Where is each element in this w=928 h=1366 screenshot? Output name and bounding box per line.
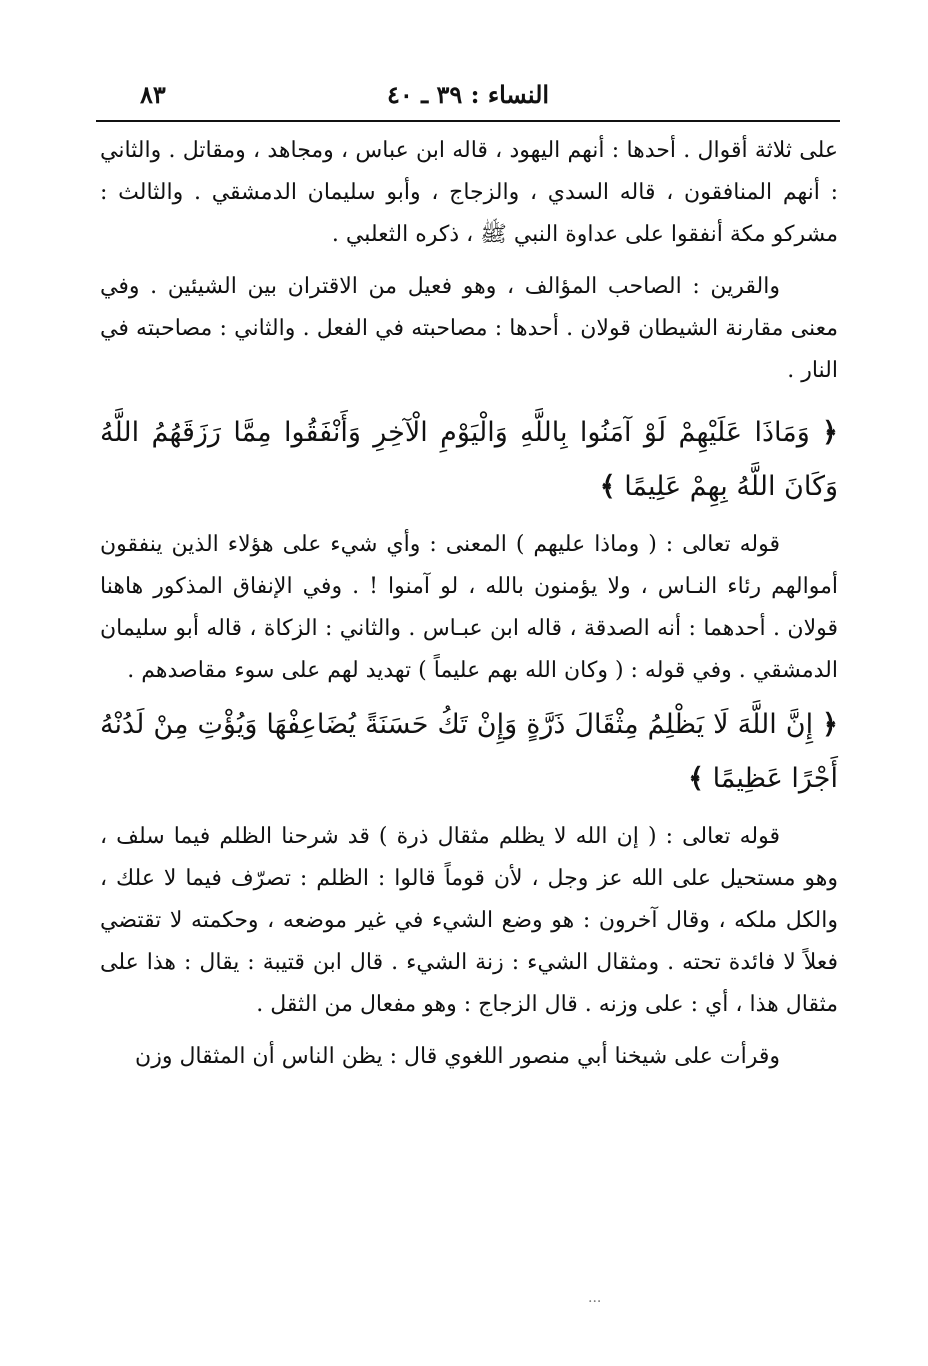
verse-close-bracket: ﴾ (599, 471, 616, 502)
footer-mark: ... (588, 1290, 602, 1306)
commentary-paragraph: وقرأت على شيخنا أبي منصور اللغوي قال : يظن الناس أن المثقال وزن (135, 1044, 780, 1069)
commentary-paragraph: على ثلاثة أقوال . أحدها : أنهم اليهود ، قاله ابن عباس ، ومجاهد ، ومقاتل . والثاني : أنهم المنافقون ، قاله السدي ، والزجاج ، وأبو سليمان الدمشقي . والثالث : مشركو مكة أنفقوا على عداوة النبي ﷺ ، ذكره الثعلبي . (100, 138, 838, 247)
commentary-paragraph: قوله تعالى : ( وماذا عليهم ) المعنى : وأي شيء على هؤلاء الذين ينفقون أموالهم رئاء النـاس ، ولا يؤمنون بالله ، لو آمنوا ! . وفي الإنفاق المذكور هاهنا قولان . أحدهما : أنه الصدقة ، قاله ابن عبـاس . والثاني : الزكاة ، قاله أبو سليمان الدمشقي . وفي قوله : ( وكان الله بهم عليماً ) تهديد لهم على سوء مقاصدهم . (100, 532, 838, 683)
verse-open-bracket: ﴿ (822, 417, 838, 448)
header-rule (96, 120, 840, 122)
verse-close-bracket: ﴾ (688, 763, 704, 794)
verse-text: وَمَاذَا عَلَيْهِمْ لَوْ آمَنُوا بِاللَّهِ وَالْيَوْمِ الْآخِرِ وَأَنْفَقُوا مِمَّا رَزَقَهُمُ اللَّهُ وَكَانَ اللَّهُ بِهِمْ عَلِيمًا (100, 417, 838, 502)
header-title: النساء : ٣٩ ـ ٤٠ (386, 80, 550, 109)
verse-text: إِنَّ اللَّهَ لَا يَظْلِمُ مِثْقَالَ ذَرَّةٍ وَإِنْ تَكُ حَسَنَةً يُضَاعِفْهَا وَيُؤْتِ مِنْ لَدُنْهُ أَجْرًا عَظِيمًا (100, 709, 838, 794)
quran-verse (100, 406, 838, 514)
page-body (100, 130, 838, 1078)
verse-open-bracket: ﴿ (822, 709, 838, 740)
page-number: ٨٣ (140, 80, 166, 109)
commentary-paragraph: قوله تعالى : ( إن الله لا يظلم مثقال ذرة ) قد شرحنا الظلم فيما سلف ، وهو مستحيل على الله عز وجل ، لأن قوماً قالوا : الظلم : تصرّف فيما لا علك ، والكل ملكه ، وقال آخرون : هو وضع الشيء في غير موضعه ، وحكمته لا تقتضي فعلاً لا فائدة تحته . ومثقال الشيء : زنة الشيء . قال ابن قتيبة : يقال : هذا على مثقال هذا ، أي : على وزنه . قال الزجاج : وهو مفعال من الثقل . (100, 824, 838, 1017)
commentary-paragraph: والقرين : الصاحب المؤالف ، وهو فعيل من الاقتران بين الشيئين . وفي معنى مقارنة الشيطان قولان . أحدها : مصاحبته في الفعل . والثاني : مصاحبته في النار . (100, 274, 838, 383)
running-header (96, 76, 840, 120)
quran-verse (100, 698, 838, 806)
